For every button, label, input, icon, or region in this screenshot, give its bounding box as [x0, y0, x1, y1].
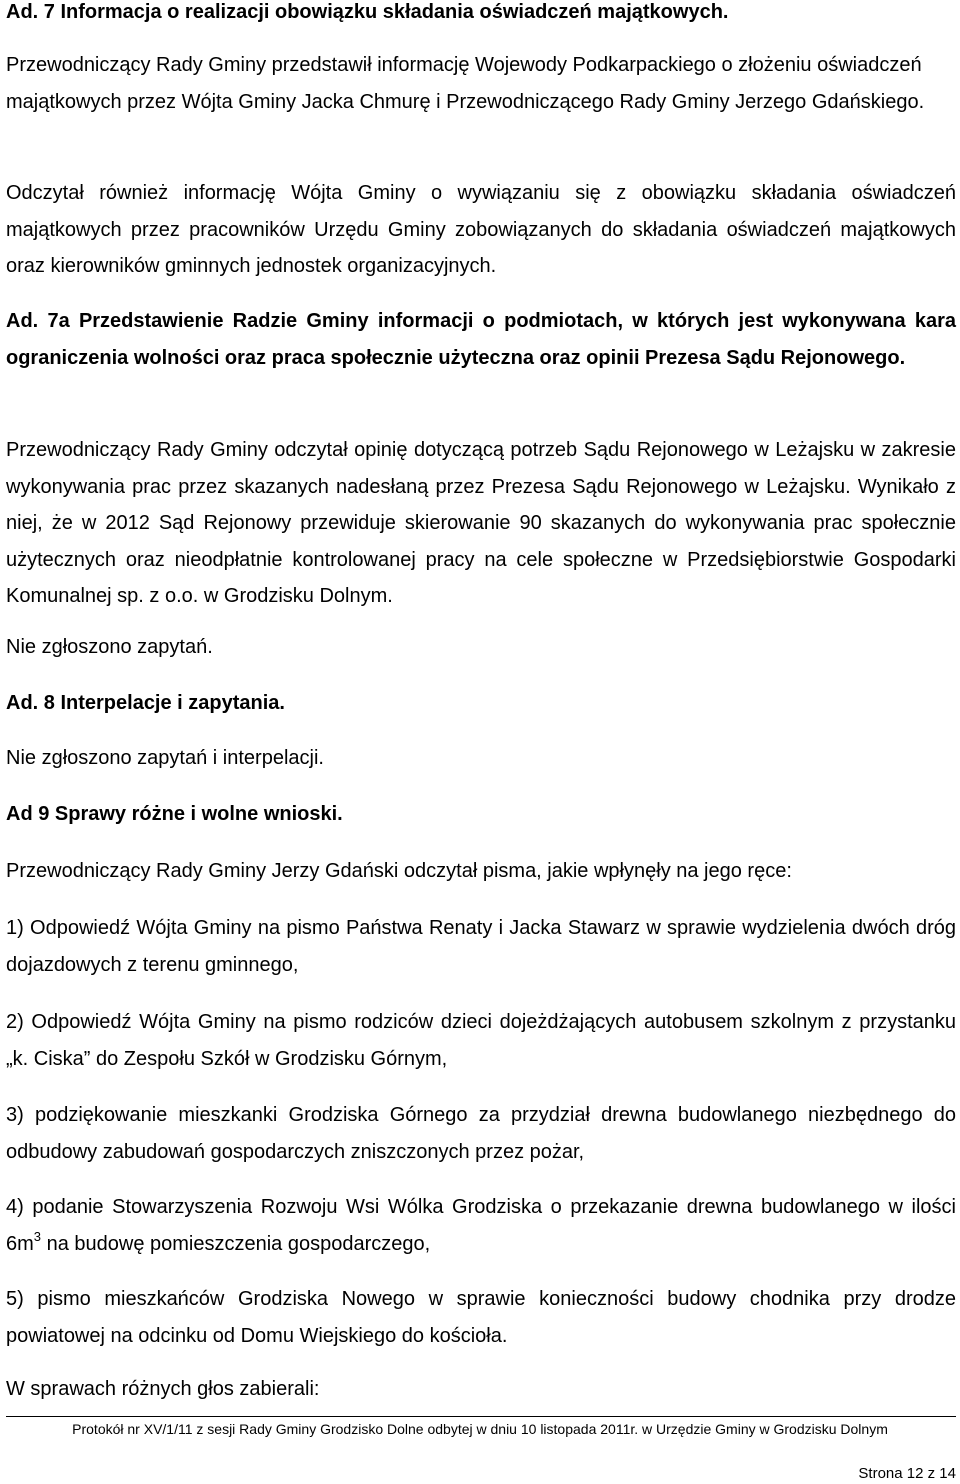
list-item-3: 3) podziękowanie mieszkanki Grodziska Górnego za przydział drewna budowlanego niezbędnego do odbudowy zabudowań gospodarczych zniszczonych przez pożar,: [6, 1104, 956, 1163]
cubic-superscript: 3: [33, 1228, 42, 1244]
paragraph-ad7-employees: Odczytał również informację Wójta Gminy o wywiązaniu się z obowiązku składania oświadczeń majątkowych przez pracowników Urzędu Gminy zobowiązanych do składania oświadczeń majątkowych oraz kierowników gminnych jednostek organizacyjnych.: [6, 182, 956, 277]
list-item-1: 1) Odpowiedź Wójta Gminy na pismo Państwa Renaty i Jacka Stawarz w sprawie wydzielenia dwóch dróg dojazdowych z terenu gminnego,: [6, 917, 956, 976]
paragraph-no-questions: Nie zgłoszono zapytań.: [6, 636, 213, 658]
paragraph-no-interpellations: Nie zgłoszono zapytań i interpelacji.: [6, 747, 324, 769]
paragraph-ad9-intro: Przewodniczący Rady Gminy Jerzy Gdański odczytał pisma, jakie wpłynęły na jego ręce:: [6, 860, 792, 882]
page-number: Strona 12 z 14: [858, 1465, 956, 1482]
list-item-5: 5) pismo mieszkańców Grodziska Nowego w sprawie konieczności budowy chodnika przy drodze powiatowej na odcinku od Domu Wiejskiego do kościoła.: [6, 1288, 956, 1347]
list-item-4-text: 4) podanie Stowarzyszenia Rozwoju Wsi Wólka Grodziska o przekazanie drewna budowlanego w ilości 6m: [6, 1196, 956, 1255]
paragraph-ad7-wojewoda: Przewodniczący Rady Gminy przedstawił informację Wojewody Podkarpackiego o złożeniu oświadczeń majątkowych przez Wójta Gminy Jacka Chmurę i Przewodniczącego Rady Gminy Jerzego Gdańskiego.: [6, 54, 925, 113]
list-item-4-text-end: na budowę pomieszczenia gospodarczego,: [41, 1232, 431, 1255]
list-item-4: [6, 1189, 956, 1262]
footer-divider: [6, 1416, 956, 1417]
list-item-2: 2) Odpowiedź Wójta Gminy na pismo rodziców dzieci dojeżdżających autobusem szkolnym z przystanku „k. Ciska” do Zespołu Szkół w Grodzisku Górnym,: [6, 1011, 956, 1070]
heading-ad7: Ad. 7 Informacja o realizacji obowiązku składania oświadczeń majątkowych.: [6, 1, 729, 23]
footer-protocol-text: Protokół nr XV/1/11 z sesji Rady Gminy Grodzisko Dolne odbytej w dniu 10 listopada 2011r. w Urzędzie Gminy w Grodzisku Dolnym: [72, 1421, 888, 1437]
paragraph-ad7a-court-opinion: Przewodniczący Rady Gminy odczytał opinię dotyczącą potrzeb Sądu Rejonowego w Leżajsku w zakresie wykonywania prac przez skazanych nadesłaną przez Prezesa Sądu Rejonowego w Leżajsku. Wynikało z niej, że w 2012 Sąd Rejonowy przewiduje skierowanie 90 skazanych do wykonywania prac społecznie użytecznych oraz nieodpłatnie kontrolowanej pracy na cele społeczne w Przedsiębiorstwie Gospodarki Komunalnej sp. z o.o. w Grodzisku Dolnym.: [6, 439, 956, 607]
paragraph-closing: W sprawach różnych głos zabierali:: [6, 1378, 320, 1400]
heading-ad9: Ad 9 Sprawy różne i wolne wnioski.: [6, 803, 343, 825]
heading-ad8: Ad. 8 Interpelacje i zapytania.: [6, 692, 285, 714]
heading-ad7a: Ad. 7a Przedstawienie Radzie Gminy informacji o podmiotach, w których jest wykonywana kara ograniczenia wolności oraz praca społecznie użyteczna oraz opinii Prezesa Sądu Rejonowego.: [6, 310, 956, 369]
